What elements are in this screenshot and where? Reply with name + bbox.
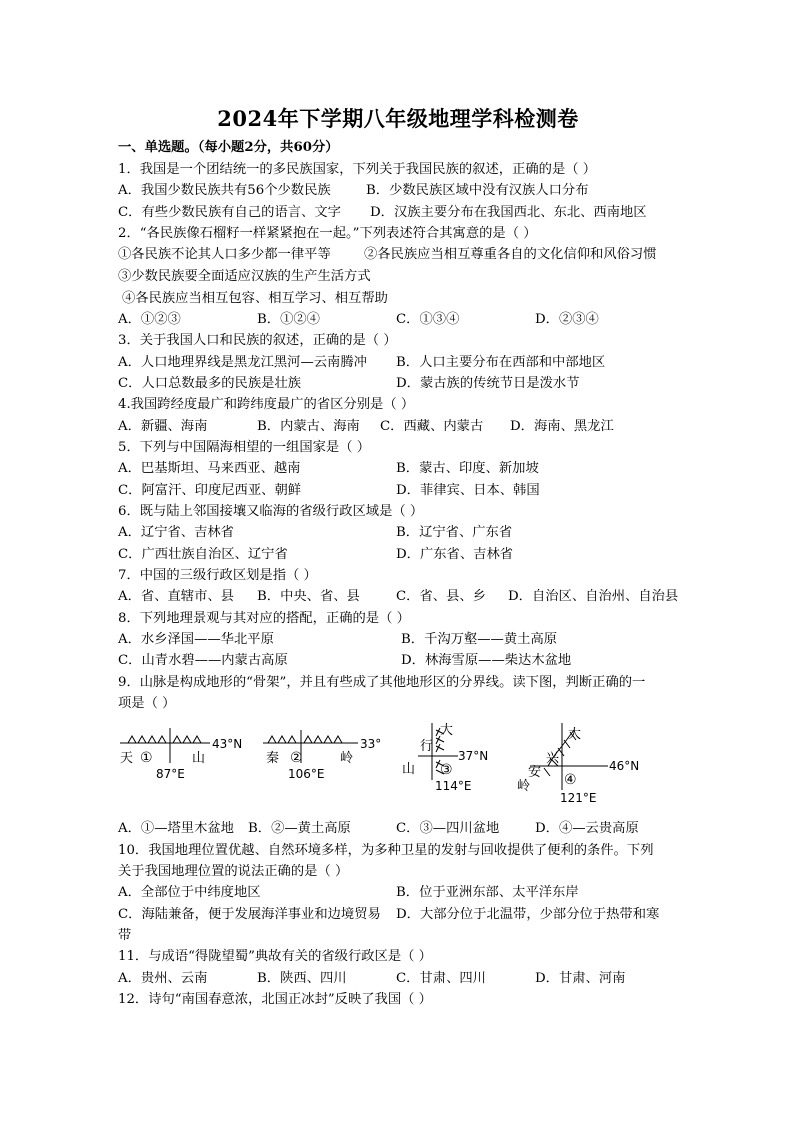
q5-option-b[interactable]: B．蒙古、印度、新加坡 (396, 461, 539, 476)
q7-stem: 7．中国的三级行政区划是指（ ） (118, 568, 317, 583)
q2-option-a[interactable]: A．①②③ (118, 312, 181, 327)
fig2-left-char: 秦 (266, 751, 280, 766)
fig4-daxinganling-diagram (517, 723, 639, 805)
q5-option-c[interactable]: C．阿富汗、印度尼西亚、朝鲜 (118, 483, 302, 498)
q11-option-a[interactable]: A．贵州、云南 (118, 971, 208, 986)
q8-option-b[interactable]: B．千沟万壑——黄土高原 (401, 632, 558, 647)
q2-option-d[interactable]: D．②③④ (535, 312, 599, 327)
q1-option-c[interactable]: C．有些少数民族有自己的语言、文字 (118, 205, 341, 220)
fig3-lon-label: 114°E (435, 779, 472, 793)
q9-option-d[interactable]: D．④—云贵高原 (535, 821, 639, 836)
q2-option-c[interactable]: C．①③④ (396, 312, 460, 327)
q3-option-c[interactable]: C．人口总数最多的民族是壮族 (118, 376, 302, 391)
q2-statement-2: ②各民族应当相互尊重各自的文化信仰和风俗习惯 (364, 247, 657, 262)
q4-stem: 4.我国跨经度最广和跨纬度最广的省区分别是（ ） (118, 397, 415, 412)
q11-stem: 11．与成语“得陇望蜀”典故有关的省级行政区是（ ） (118, 949, 432, 964)
section-heading: 一、单选题。（每小题2分，共60分） (118, 140, 339, 155)
q11-option-d[interactable]: D．甘肃、河南 (535, 971, 626, 986)
fig2-number: ② (290, 750, 303, 766)
fig2-qinling-diagram (263, 730, 381, 781)
fig1-left-char: 天 (120, 751, 134, 766)
q10-option-d[interactable]: D．大部分位于北温带，少部分位于热带和寒 (396, 907, 660, 922)
q6-option-d[interactable]: D．广东省、吉林省 (396, 547, 514, 562)
q10-stem-line1: 10．我国地理位置优越、自然环境多样，为多种卫星的发射与回收提供了便利的条件。下列 (118, 843, 654, 858)
q10-stem-line2: 关于我国地理位置的说法正确的是（ ） (118, 864, 349, 879)
fig3-char-3: 山 (402, 762, 416, 777)
q10-option-d-wrap: 带 (118, 928, 132, 943)
fig4-char-3: 安 (528, 765, 542, 780)
q4-option-a[interactable]: A．新疆、海南 (118, 419, 208, 434)
q6-option-a[interactable]: A．辽宁省、吉林省 (118, 525, 234, 540)
q5-stem: 5．下列与中国隔海相望的一组国家是（ ） (118, 440, 371, 455)
q7-option-c[interactable]: C．省、县、乡 (396, 589, 486, 604)
q10-option-b[interactable]: B．位于亚洲东部、太平洋东岸 (396, 885, 579, 900)
q8-option-c[interactable]: C．山青水碧——内蒙古高原 (118, 653, 288, 668)
fig4-lon-label: 121°E (560, 791, 597, 805)
fig4-number: ④ (564, 772, 577, 788)
fig1-right-char: 山 (192, 751, 206, 766)
fig3-number: ③ (440, 762, 453, 778)
q10-option-a[interactable]: A．全部位于中纬度地区 (118, 885, 261, 900)
q2-statement-4: ④各民族应当相互包容、相互学习、相互帮助 (122, 291, 388, 306)
exam-title: 2024年下学期八年级地理学科检测卷 (217, 106, 579, 131)
q3-option-d[interactable]: D．蒙古族的传统节日是泼水节 (396, 376, 580, 391)
q4-option-b[interactable]: B．内蒙古、海南 (257, 419, 360, 434)
q9-option-c[interactable]: C．③—四川盆地 (396, 821, 500, 836)
q11-option-b[interactable]: B．陕西、四川 (257, 971, 347, 986)
q6-option-c[interactable]: C．广西壮族自治区、辽宁省 (118, 547, 288, 562)
q2-statement-3: ③少数民族要全面适应汉族的生产生活方式 (118, 269, 371, 284)
q5-option-a[interactable]: A．巴基斯坦、马来西亚、越南 (118, 461, 301, 476)
q9-option-b[interactable]: B．②—黄土高原 (248, 821, 351, 836)
q12-stem: 12．诗句“南国春意浓，北国正冰封”反映了我国（ ） (118, 992, 432, 1007)
q9-stem-line2: 项是（ ） (118, 696, 176, 711)
q1-stem: 1．我国是一个团结统一的多民族国家，下列关于我国民族的叙述，正确的是（ ） (118, 162, 597, 177)
fig4-char-4: 岭 (517, 779, 531, 794)
q3-stem: 3．关于我国人口和民族的叙述，正确的是（ ） (118, 333, 397, 348)
q6-option-b[interactable]: B．辽宁省、广东省 (396, 525, 513, 540)
q5-option-d[interactable]: D．菲律宾、日本、韩国 (396, 483, 540, 498)
q1-option-d[interactable]: D．汉族主要分布在我国西北、东北、西南地区 (370, 205, 647, 220)
q8-option-d[interactable]: D．林海雪原——柴达木盆地 (401, 653, 572, 668)
fig3-lat-label: 37°N (458, 749, 489, 763)
fig4-char-1: 大 (568, 727, 582, 742)
q4-option-d[interactable]: D．海南、黑龙江 (510, 419, 614, 434)
fig3-char-2: 行 (420, 739, 434, 754)
q2-statement-1: ①各民族不论其人口多少都一律平等 (118, 247, 331, 262)
q8-option-a[interactable]: A．水乡泽国——华北平原 (118, 632, 274, 647)
fig4-char-2: 兴 (546, 751, 560, 766)
q9-figure (118, 718, 678, 818)
q2-option-b[interactable]: B．①②④ (257, 312, 320, 327)
q11-option-c[interactable]: C．甘肃、四川 (396, 971, 486, 986)
fig4-lat-label: 46°N (609, 759, 640, 773)
q6-stem: 6．既与陆上邻国接壤又临海的省级行政区域是（ ） (118, 504, 424, 519)
q3-option-b[interactable]: B．人口主要分布在西部和中部地区 (396, 355, 606, 370)
fig2-lat-label: 33° (360, 737, 382, 751)
q3-option-a[interactable]: A．人口地理界线是黑龙江黑河—云南腾冲 (118, 355, 367, 370)
fig2-right-char: 岭 (340, 751, 354, 766)
q9-stem-line1: 9．山脉是构成地形的“骨架”，并且有些成了其他地形区的分界线。读下图，判断正确的一 (118, 675, 646, 690)
q9-option-a[interactable]: A．①—塔里木盆地 (118, 821, 234, 836)
q2-stem: 2．“各民族像石榴籽一样紧紧抱在一起。”下列表述符合其寓意的是（ ） (118, 226, 537, 241)
q10-option-c[interactable]: C．海陆兼备，便于发展海洋事业和边境贸易 (118, 907, 381, 922)
fig3-char-1: 大 (440, 723, 454, 738)
fig2-lon-label: 106°E (288, 767, 325, 781)
q7-option-a[interactable]: A．省、直辖市、县 (118, 589, 234, 604)
fig3-taihang-diagram (402, 722, 488, 793)
fig1-lat-label: 43°N (212, 737, 243, 751)
q8-stem: 8．下列地理景观与其对应的搭配，正确的是（ ） (118, 611, 410, 626)
q1-option-b[interactable]: B．少数民族区域中没有汉族人口分布 (366, 183, 589, 198)
q7-option-d[interactable]: D．自治区、自治州、自治县 (508, 589, 679, 604)
q1-option-a[interactable]: A．我国少数民族共有56个少数民族 (118, 183, 331, 198)
fig1-number: ① (140, 750, 153, 766)
q7-option-b[interactable]: B．中央、省、县 (257, 589, 360, 604)
fig1-lon-label: 87°E (156, 767, 185, 781)
q4-option-c[interactable]: C．西藏、内蒙古 (380, 419, 484, 434)
fig1-tianshan-diagram (120, 728, 242, 781)
